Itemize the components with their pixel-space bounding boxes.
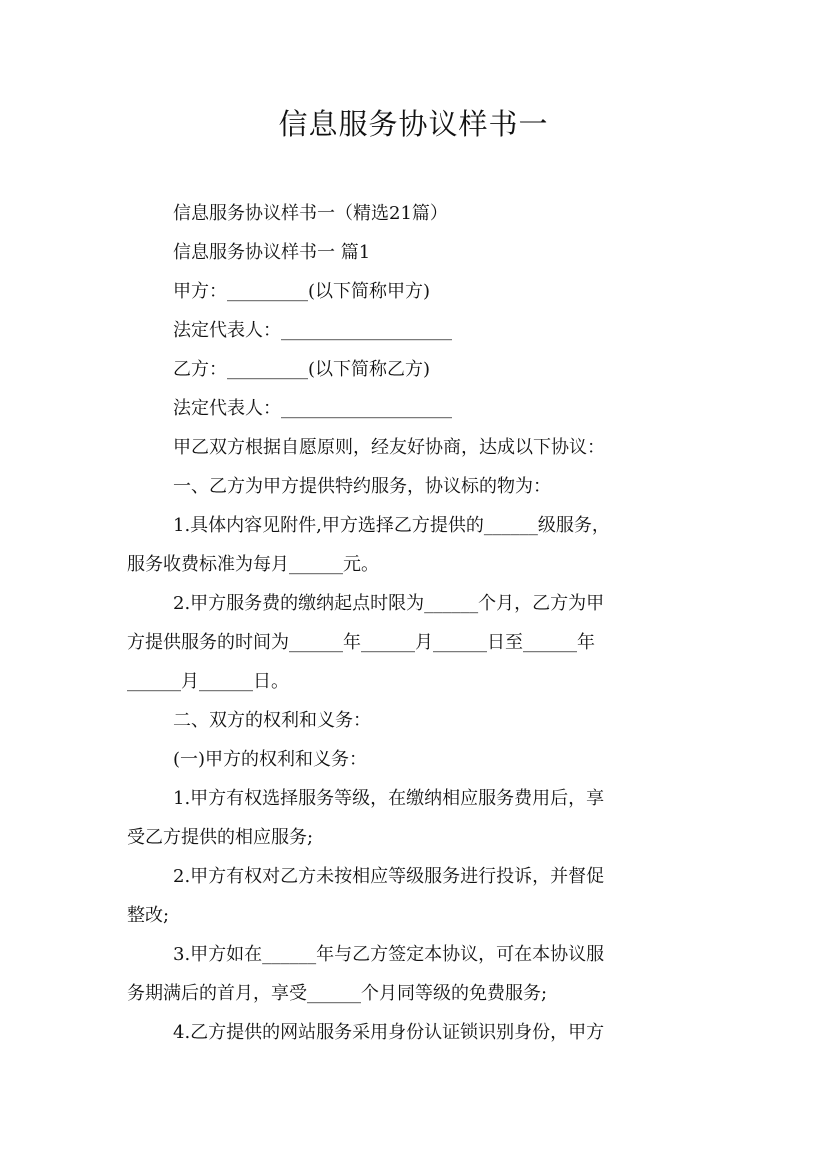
body-line-party-b-representative: 法定代表人：___________________ [173, 398, 452, 419]
body-line-party-a: 甲方：_________(以下简称甲方) [173, 281, 431, 302]
body-line-right-3-2: 务期满后的首月，享受______个月同等级的免费服务; [127, 983, 548, 1004]
body-line-right-1-2: 受乙方提供的相应服务; [127, 827, 314, 848]
body-line-subsection-a: (一)甲方的权利和义务： [173, 749, 368, 770]
body-line-clause-1-1: 1.具体内容见附件,甲方选择乙方提供的______级服务， [173, 515, 610, 536]
body-line-clause-2-1: 2.甲方服务费的缴纳起点时限为______个月，乙方为甲 [173, 593, 605, 614]
body-line-right-4-1: 4.乙方提供的网站服务采用身份认证锁识别身份，甲方 [173, 1022, 605, 1043]
body-line-party-b: 乙方：_________(以下简称乙方) [173, 359, 431, 380]
document-title: 信息服务协议样书一 [278, 107, 549, 141]
body-line-clause-2-3: ______月______日。 [127, 671, 289, 692]
body-line-clause-2-2: 方提供服务的时间为______年______月______日至______年 [127, 632, 595, 653]
body-line-right-2-1: 2.甲方有权对乙方未按相应等级服务进行投诉，并督促 [173, 866, 605, 887]
body-line-right-1-1: 1.甲方有权选择服务等级，在缴纳相应服务费用后，享 [173, 788, 605, 809]
body-line-party-a-representative: 法定代表人：___________________ [173, 320, 452, 341]
body-line-right-3-1: 3.甲方如在______年与乙方签定本协议，可在本协议服 [173, 944, 605, 965]
body-line-section-two: 二、双方的权利和义务： [173, 710, 371, 731]
body-line-clause-1-2: 服务收费标准为每月______元。 [127, 554, 379, 575]
body-line-right-2-2: 整改; [127, 905, 170, 926]
body-line-subtitle: 信息服务协议样书一（精选21篇） [173, 203, 448, 224]
body-line-chapter-heading: 信息服务协议样书一 篇1 [173, 242, 371, 263]
body-line-agreement-intro: 甲乙双方根据自愿原则，经友好协商，达成以下协议： [173, 437, 605, 458]
document-body [127, 194, 707, 1052]
body-line-section-one: 一、乙方为甲方提供特约服务，协议标的物为： [173, 476, 551, 497]
